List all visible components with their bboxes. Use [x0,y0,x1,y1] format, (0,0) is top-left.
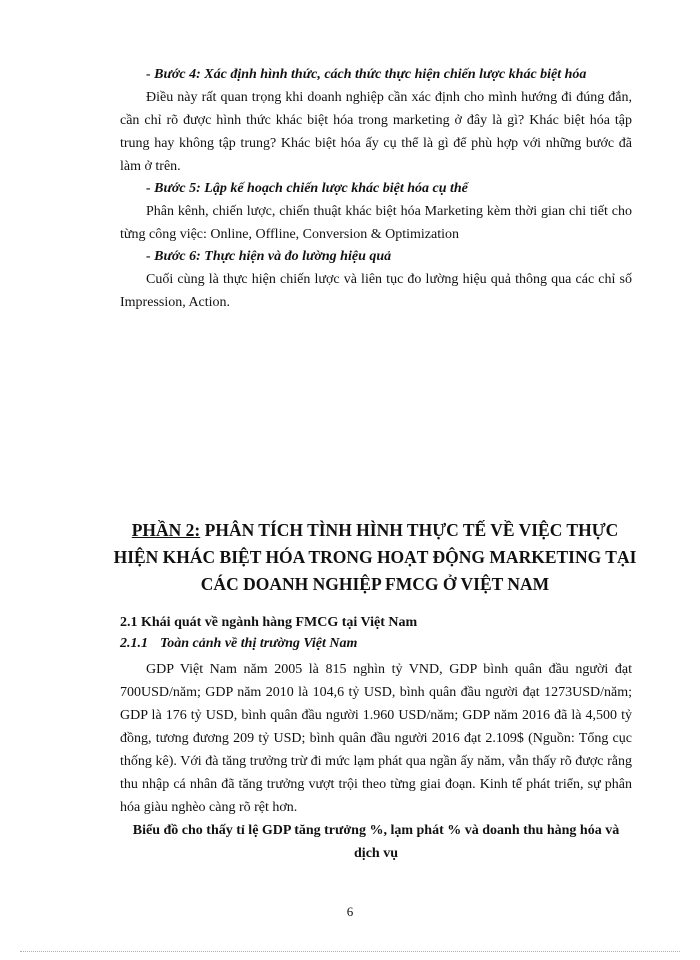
step-6-body: Cuối cùng là thực hiện chiến lược và liên tục đo lường hiệu quả thông qua các chỉ số Impression, Action. [120,272,632,310]
step-5-body: Phân kênh, chiến lược, chiến thuật khác biệt hóa Marketing kèm thời gian chi tiết cho từng công việc: Online, Offline, Conversion & Optimization [120,204,632,242]
strategy-steps [120,64,632,314]
step-4-heading: - Bước 4: Xác định hình thức, cách thức thực hiện chiến lược khác biệt hóa [146,67,587,82]
section-heading: 2.1 Khái quát về ngành hàng FMCG tại Việt Nam [120,615,418,630]
step-5-heading: - Bước 5: Lập kế hoạch chiến lược khác biệt hóa cụ thể [146,181,468,196]
section-2-1 [120,612,632,865]
subsection-title: Toàn cảnh về thị trường Việt Nam [160,636,358,651]
section-body: GDP Việt Nam năm 2005 là 815 nghìn tỷ VND, GDP bình quân đầu người đạt 700USD/năm; GDP năm 2010 là 104,6 tỷ USD, bình quân đầu người đạt 1273USD/năm; GDP là 176 tỷ USD, bình quân đầu người 1.960 USD/năm; GDP năm 2016 đã là 4,500 tỷ đồng, tương đương 209 tỷ USD; bình quân đầu người 2016 đạt 2.109$ (Nguồn: Tổng cục thống kê). Với đà tăng trưởng trừ đi mức lạm phát qua ngần ấy năm, vẫn thấy rõ được rằng thu nhập cá nhân đã tăng trưởng vượt trội theo từng giai đoạn. Kinh tế phát triển, sự phân hóa giàu nghèo càng rõ rệt hơn. [120,662,632,815]
subsection-number: 2.1.1 [120,636,148,651]
step-6-heading: - Bước 6: Thực hiện và đo lường hiệu quả [146,249,392,264]
part-label: PHẦN 2: [131,520,201,540]
chart-caption: Biểu đồ cho thấy tỉ lệ GDP tăng trưởng %, lạm phát % và doanh thu hàng hóa và dịch vụ [132,823,620,861]
part-title-text: PHÂN TÍCH TÌNH HÌNH THỰC TẾ VỀ VIỆC THỰC HIỆN KHÁC BIỆT HÓA TRONG HOẠT ĐỘNG MARKETING TẠI CÁC DOANH NGHIỆP FMCG Ở VIỆT NAM [113,520,637,594]
part-title [110,517,640,598]
page-number: 6 [346,904,354,919]
step-4-body: Điều này rất quan trọng khi doanh nghiệp cần xác định cho mình hướng đi đúng đắn, cần chỉ rõ được hình thức khác biệt hóa trong marketing ở đây là gì? Khác biệt hóa tập trung hay không tập trung? Khác biệt hóa ấy cụ thể là gì để phù hợp với những bước đã làm ở trên. [120,90,632,174]
footer-divider [20,951,680,952]
subsection-heading [120,633,632,654]
